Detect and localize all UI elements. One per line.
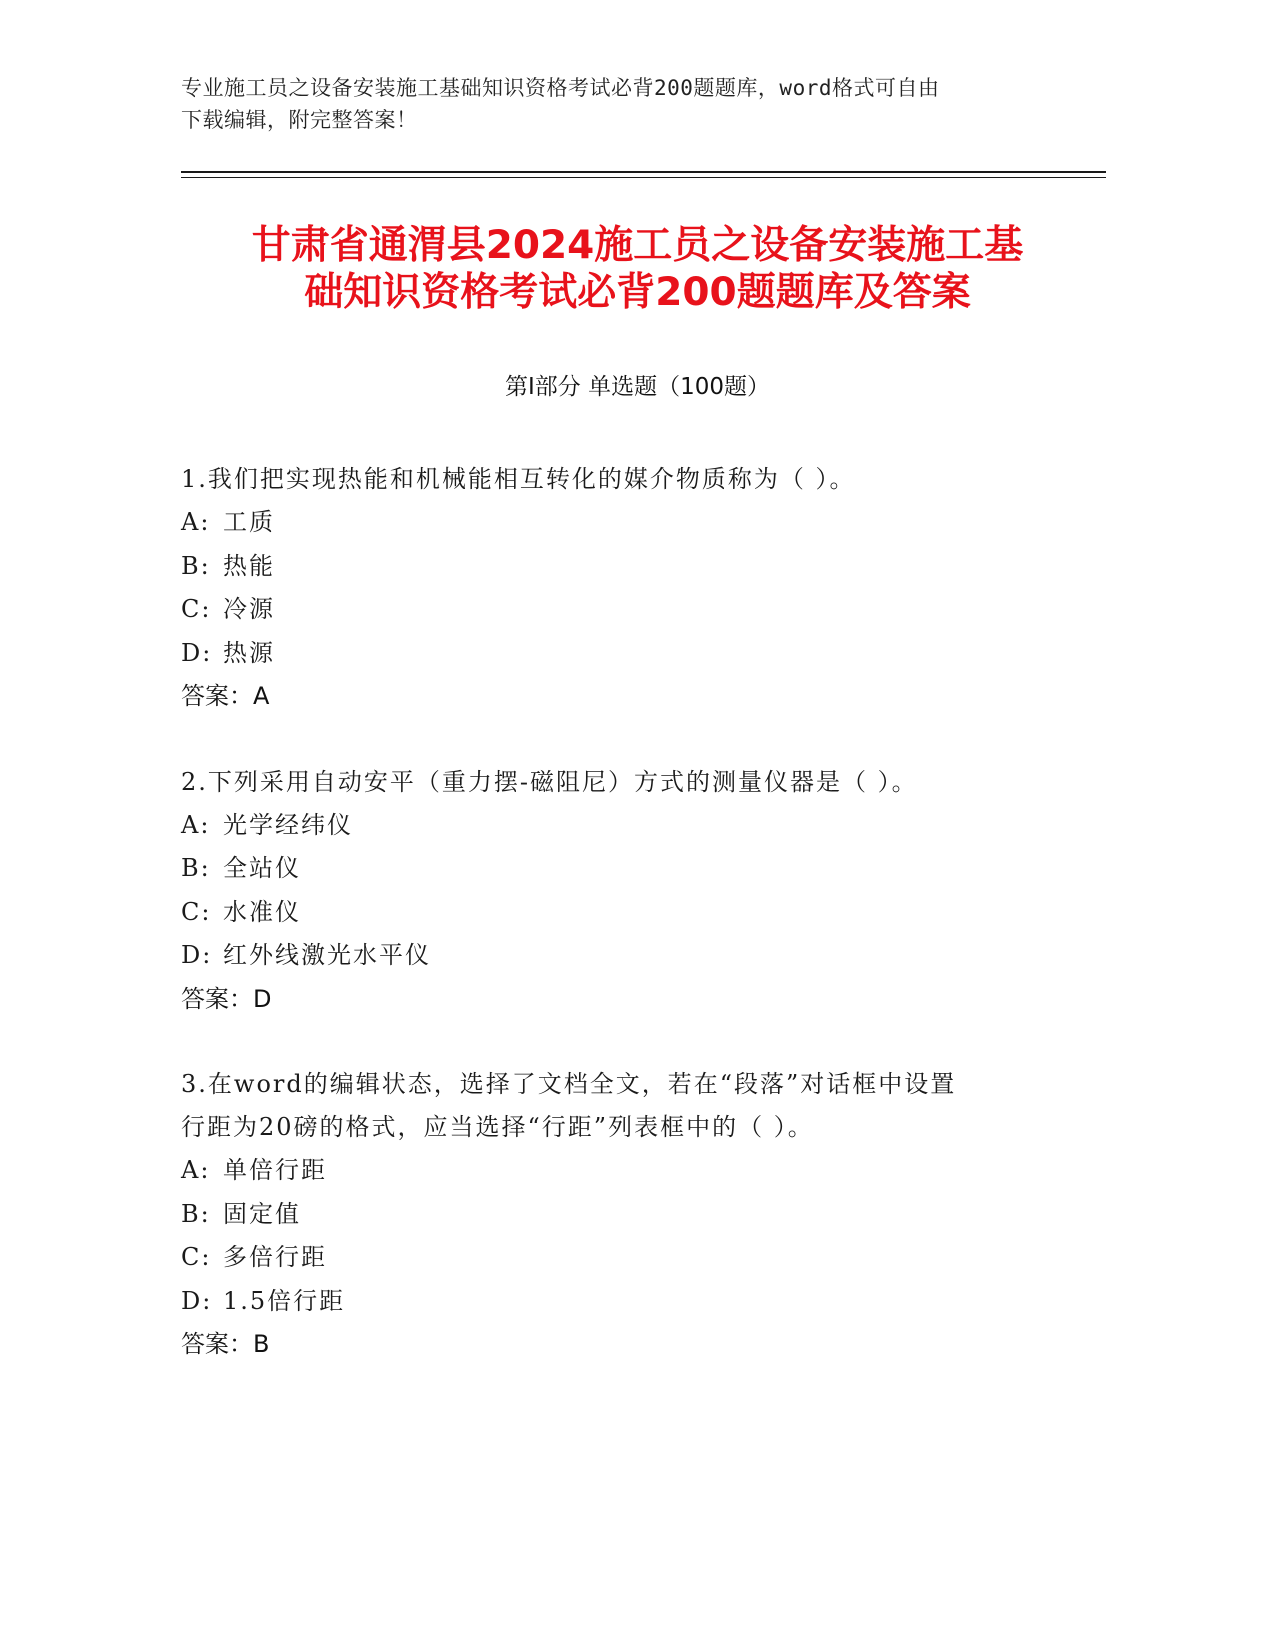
option-text: 光学经纬仪 [223,810,353,839]
option-b [181,847,1061,891]
answer: 答案：B [181,1330,270,1358]
option-key: D: [181,638,213,667]
question-list [181,458,1061,1409]
option-a [181,1149,1061,1193]
question-2 [181,761,1061,1022]
option-text: 红外线激光水平仪 [223,941,431,969]
option-a [181,501,1061,545]
option-text: 水准仪 [223,897,301,926]
option-key: C: [181,897,212,926]
option-text: 固定值 [223,1199,301,1228]
option-key: D: [181,1286,213,1315]
header-note [181,72,1061,136]
header-note-line-1: 专业施工员之设备安装施工基础知识资格考试必背200题题库，word格式可自由 [181,76,940,100]
question-stem: 1.我们把实现热能和机械能相互转化的媒介物质称为（ ）。 [181,465,856,493]
option-text: 单倍行距 [223,1156,327,1184]
option-text: 1.5倍行距 [223,1286,346,1315]
option-key: B: [181,551,211,580]
question-stem: 2.下列采用自动安平（重力摆-磁阻尼）方式的测量仪器是（ ）。 [181,767,918,796]
option-d [181,934,1061,978]
option-d [181,1280,1061,1324]
option-key: D: [181,941,213,969]
option-key: B: [181,854,211,882]
option-b [181,1193,1061,1237]
option-text: 热能 [223,551,275,580]
header-note-line-2: 下载编辑，附完整答案！ [181,108,418,132]
header-rule-thick [181,171,1106,173]
option-text: 多倍行距 [223,1243,327,1271]
document-title-line-2: 础知识资格考试必背200题题库及答案 [304,270,971,315]
option-text: 冷源 [223,595,275,623]
option-text: 热源 [223,638,275,667]
option-key: A: [181,1156,211,1184]
answer: 答案：D [181,984,272,1013]
question-stem-continued: 行距为20磅的格式，应当选择“行距”列表框中的（ ）。 [181,1113,814,1141]
option-c [181,588,1061,632]
question-1 [181,458,1061,719]
option-key: C: [181,595,212,623]
option-text: 工质 [223,508,275,536]
option-b [181,545,1061,589]
option-d [181,632,1061,676]
section-title: 第Ⅰ部分 单选题（100题） [505,374,770,400]
question-stem: 3.在word的编辑状态，选择了文档全文，若在“段落”对话框中设置 [181,1070,957,1098]
answer: 答案：A [181,682,270,710]
document-title [160,222,1115,316]
option-text: 全站仪 [223,854,301,882]
option-key: A: [181,810,211,839]
option-key: A: [181,508,211,536]
option-key: C: [181,1243,212,1271]
option-key: B: [181,1199,211,1228]
option-c [181,891,1061,935]
option-a [181,804,1061,848]
question-3 [181,1063,1061,1367]
option-c [181,1236,1061,1280]
header-rule-thin [181,177,1106,178]
document-title-line-1: 甘肃省通渭县2024施工员之设备安装施工基 [251,223,1024,268]
